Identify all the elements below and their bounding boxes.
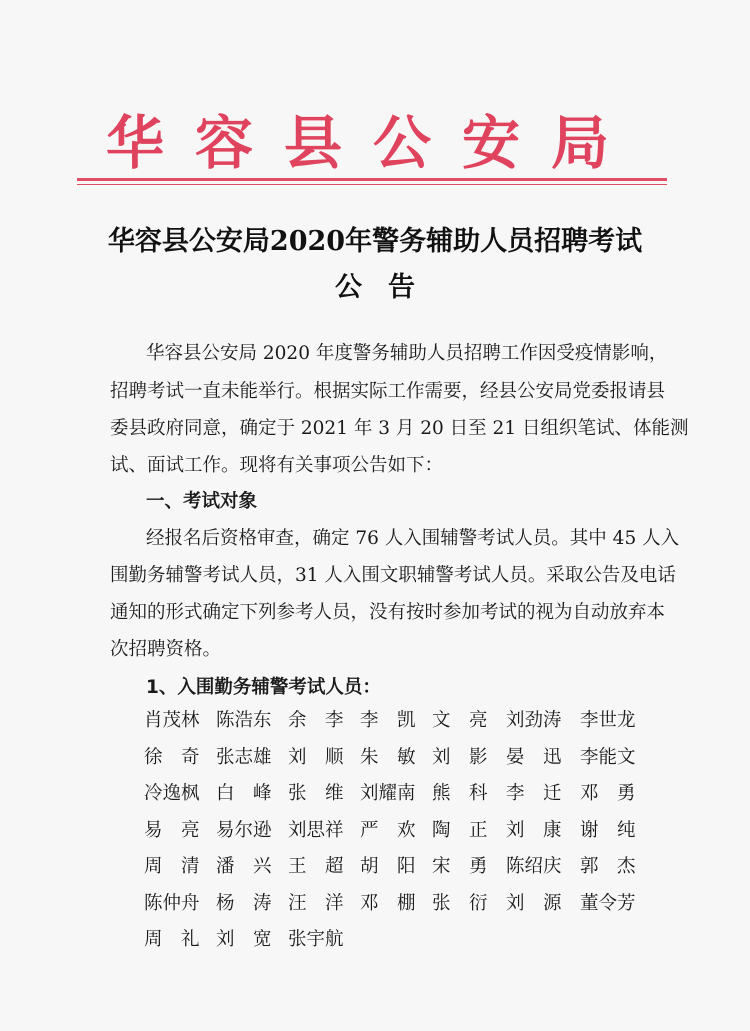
candidate-name: 陈绍庆 [506, 856, 562, 877]
candidate-name: 潘 兴 [216, 856, 272, 877]
section-line: 围勤务辅警考试人员，31 人入围文职辅警考试人员。采取公告及电话 [110, 565, 676, 586]
document-title: 华容县公安局2020年警务辅助人员招聘考试 [107, 226, 643, 257]
candidate-name: 余 李 [288, 710, 344, 731]
candidate-name: 刘耀南 [360, 783, 416, 804]
document-subtitle: 公告 [335, 272, 441, 303]
candidate-name: 陈浩东 [216, 710, 272, 731]
letterhead-rule-thin [77, 184, 667, 185]
candidate-name: 周 清 [144, 856, 200, 877]
candidate-name: 白 峰 [216, 783, 272, 804]
candidate-name: 刘 康 [506, 819, 562, 841]
candidate-name: 郭 杰 [580, 856, 636, 877]
subsection-heading: 1、入围勤务辅警考试人员： [146, 677, 381, 698]
section-line: 通知的形式确定下列参考人员，没有按时参加考试的视为自动放弃本 [110, 602, 666, 623]
candidate-name: 李 迁 [506, 783, 562, 804]
candidate-name: 易 亮 [144, 819, 200, 841]
candidate-name: 冷逸枫 [144, 783, 200, 804]
candidate-name: 邓 勇 [580, 783, 636, 804]
candidate-name: 刘 宽 [216, 929, 272, 950]
candidate-name: 张宇航 [288, 929, 344, 950]
candidate-name: 张 衍 [432, 892, 488, 914]
candidate-name: 张志雄 [216, 746, 272, 768]
candidate-name: 陈仲舟 [144, 892, 200, 914]
candidate-name: 李世龙 [580, 710, 636, 731]
candidate-name: 熊 科 [432, 783, 488, 804]
candidate-name: 徐 奇 [144, 746, 200, 768]
candidate-name: 董令芳 [580, 892, 636, 914]
candidate-name: 李 凯 [360, 710, 416, 731]
candidate-name: 刘 影 [432, 746, 488, 768]
section-heading: 一、考试对象 [146, 491, 258, 512]
candidate-name: 易尔逊 [216, 819, 272, 841]
candidate-name: 朱 敏 [360, 746, 416, 768]
candidate-name: 刘 顺 [288, 746, 344, 768]
letterhead-rule-thick [77, 178, 667, 181]
candidate-name: 胡 阳 [360, 856, 416, 877]
candidate-name: 张 维 [288, 783, 344, 804]
candidate-name: 李能文 [580, 746, 636, 768]
intro-line: 招聘考试一直未能举行。根据实际工作需要，经县公安局党委报请县 [110, 381, 666, 402]
intro-line: 试、面试工作。现将有关事项公告如下： [110, 455, 444, 476]
candidate-name: 王 超 [288, 856, 344, 877]
candidate-name: 刘思祥 [288, 819, 344, 841]
candidate-name: 邓 棚 [360, 892, 416, 914]
candidate-name: 宋 勇 [432, 856, 488, 877]
section-line: 经报名后资格审查，确定 76 人入围辅警考试人员。其中 45 人入 [146, 528, 680, 549]
candidate-name: 杨 涛 [216, 892, 272, 914]
candidate-name: 刘劲涛 [506, 710, 562, 731]
candidate-name: 文 亮 [432, 710, 488, 731]
candidate-name: 陶 正 [432, 819, 488, 841]
candidate-name: 周 礼 [144, 929, 200, 950]
section-line: 次招聘资格。 [110, 639, 222, 660]
intro-line: 委县政府同意，确定于 2021 年 3 月 20 日至 21 日组织笔试、体能测 [110, 418, 689, 439]
candidate-name: 刘 源 [506, 892, 562, 914]
candidate-name: 肖茂林 [144, 710, 200, 731]
candidate-name: 严 欢 [360, 819, 416, 841]
candidate-name: 晏 迅 [506, 746, 562, 768]
candidate-name: 谢 纯 [580, 819, 636, 841]
intro-line: 华容县公安局 2020 年度警务辅助人员招聘工作因受疫情影响， [146, 343, 668, 364]
candidate-name: 汪 洋 [288, 892, 344, 914]
org-letterhead-title: 华容县公安局 [105, 109, 640, 177]
